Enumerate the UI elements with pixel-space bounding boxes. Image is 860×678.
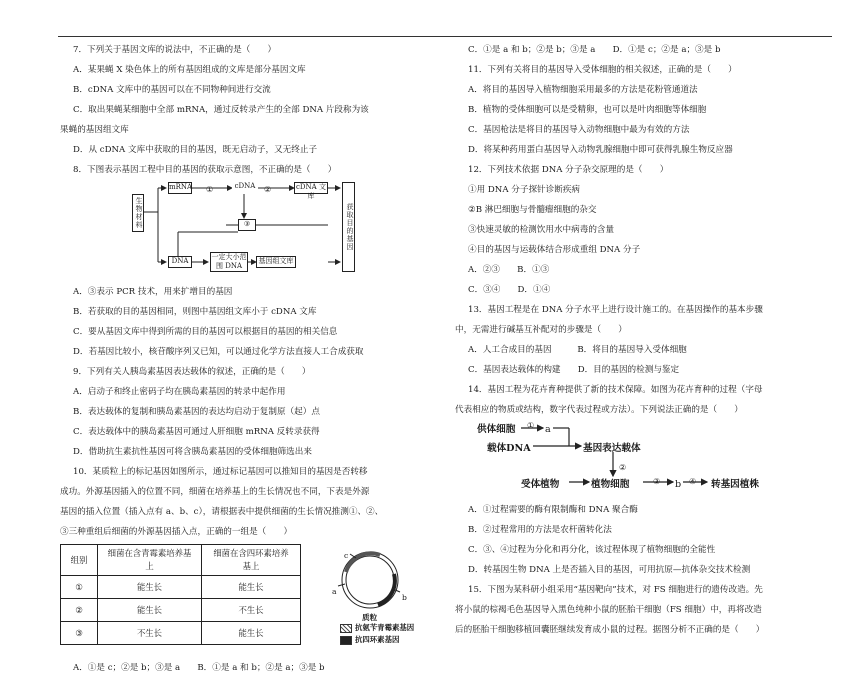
step-3-label: ③ xyxy=(653,477,661,486)
cdna-library-box: cDNA 文库 xyxy=(294,182,328,194)
legend-swatch xyxy=(340,624,352,633)
q9-option-b: B．表达载体的复制和胰岛素基因的表达均启动于复制原（起）点 xyxy=(73,407,320,417)
step-3-box: ③ xyxy=(238,219,256,231)
q14-line-2: 代表相应的物质或结构，数字代表过程或方法）。下列说法正确的是（ ） xyxy=(455,405,743,415)
q13-options-ab: A．人工合成目的基因 B．将目的基因导入受体细胞 xyxy=(468,345,687,355)
plant-cell-label: 植物细胞 xyxy=(591,479,630,490)
step-2-label: ② xyxy=(619,463,627,472)
q15-line-2: 将小鼠的棕褐毛色基因导入黑色纯种小鼠的胚胎干细胞（FS 细胞）中，再将改造 xyxy=(455,605,762,615)
q12-stem: 12．下列技术依据 DNA 分子杂交原理的是（ ） xyxy=(468,165,669,175)
q12-options-cd: C．③④ D．①④ xyxy=(468,285,551,295)
cell-penicillin: 不生长 xyxy=(98,622,202,645)
cell-penicillin: 能生长 xyxy=(98,576,202,599)
genomic-library-box: 基因组文库 xyxy=(256,256,296,268)
q15-line-1: 15．下图为某科研小组采用“基因靶向”技术，对 FS 细胞进行的遗传改造。先 xyxy=(468,585,763,595)
q10-line-1: 10．某质粒上的标记基因如图所示，通过标记基因可以推知目的基因是否转移 xyxy=(73,467,368,477)
header-rule xyxy=(58,36,832,37)
q13-line-2: 中，无需进行碱基互补配对的步骤是（ ） xyxy=(455,325,627,335)
vector-dna-label: 载体DNA xyxy=(487,443,531,454)
cell-tetracycline: 不生长 xyxy=(202,599,301,622)
step-1-label: ① xyxy=(206,185,214,194)
q9-option-d: D．借助抗生素抗性基因可将含胰岛素基因的受体细胞筛选出来 xyxy=(73,447,312,457)
q7-option-c: C．取出果蝇某细胞中全部 mRNA，通过反转录产生的全部 DNA 片段称为该 xyxy=(73,105,369,115)
q14-option-c: C．③、④过程为分化和再分化，该过程体现了植物细胞的全能性 xyxy=(468,545,716,555)
q10-line-3: 基因的插入位置（插入点有 a、b、c），请根据表中提供细菌的生长情况推测①、②、 xyxy=(60,507,384,517)
insert-c-label: c xyxy=(344,551,349,560)
gene-library-diagram xyxy=(128,180,358,282)
legend-ampicillin-text: 抗氨苄青霉素基因 xyxy=(355,623,415,632)
q14-option-d: D．转基因生物 DNA 上是否插入目的基因，可用抗原—抗体杂交技术检测 xyxy=(468,565,751,575)
a-label: a xyxy=(545,424,551,435)
cell-penicillin: 能生长 xyxy=(98,599,202,622)
q8-option-a: A．③表示 PCR 技术，用来扩增目的基因 xyxy=(73,287,233,297)
q12-item-1: ①用 DNA 分子探针诊断疾病 xyxy=(468,185,581,195)
q10-options-ab: A．①是 c；②是 b；③是 a B．①是 a 和 b；②是 a；③是 b xyxy=(73,663,325,673)
q8-option-d: D．若基因比较小，核苷酸序列又已知，可以通过化学方法直接人工合成获取 xyxy=(73,347,364,357)
q7-stem: 7．下列关于基因文库的说法中，不正确的是（ ） xyxy=(73,45,277,55)
mrna-box: mRNA xyxy=(168,182,192,194)
cdna-label: cDNA xyxy=(232,182,258,194)
breeding-process-diagram xyxy=(473,420,793,500)
transgenic-plant-label: 转基因植株 xyxy=(711,479,759,490)
insert-b-label: b xyxy=(402,593,407,602)
q7-option-d: D．从 cDNA 文库中获取的目的基因，既无启动子，又无终止子 xyxy=(73,145,318,155)
growth-table xyxy=(60,544,301,645)
cell-tetracycline: 能生长 xyxy=(202,576,301,599)
table-row xyxy=(61,622,301,645)
legend-ampicillin xyxy=(340,622,414,634)
q14-option-b: B．②过程常用的方法是农杆菌转化法 xyxy=(468,525,612,535)
right-column xyxy=(455,40,835,640)
q10-options-cd: C．①是 a 和 b；②是 b；③是 a D．①是 c；②是 a；③是 b xyxy=(468,45,721,55)
th-penicillin-l1: 细菌在含青霉素培养基 xyxy=(107,548,192,558)
th-penicillin xyxy=(98,545,202,576)
q7-option-b: B．cDNA 文库中的基因可以在不同物种间进行交流 xyxy=(73,85,271,95)
cell-tetracycline: 能生长 xyxy=(202,622,301,645)
q14-line-1: 14．基因工程为花卉育种提供了新的技术保障。如图为花卉育种的过程（字母 xyxy=(468,385,763,395)
legend-tetracycline-text: 抗四环素基因 xyxy=(355,635,400,644)
b-label: b xyxy=(675,479,682,490)
q9-option-c: C．表达载体中的胰岛素基因可通过人肝细胞 mRNA 反转录获得 xyxy=(73,427,320,437)
th-group: 组别 xyxy=(61,545,98,576)
recipient-plant-label: 受体植物 xyxy=(521,479,560,490)
q15-line-3: 后的胚胎干细胞移植回囊胚继续发育成小鼠的过程。据图分析不正确的是（ ） xyxy=(455,625,765,635)
q13-options-cd: C．基因表达载体的构建 D．目的基因的检测与鉴定 xyxy=(468,365,680,375)
step-1-label: ① xyxy=(527,421,535,430)
dna-fragments-box: 一定大小范围 DNA xyxy=(211,253,247,270)
left-column xyxy=(60,40,430,678)
q12-item-3: ③快速灵敏的检测饮用水中病毒的含量 xyxy=(468,225,615,235)
q10-line-4: ③三种重组后细菌的外源基因插入点，正确的一组是（ ） xyxy=(60,527,293,537)
q12-item-2: ②B 淋巴细胞与骨髓瘤细胞的杂交 xyxy=(468,205,597,215)
dna-box: DNA xyxy=(168,256,192,268)
q12-options-ab: A．②③ B．①③ xyxy=(468,265,550,275)
cell-group: ② xyxy=(61,599,98,622)
q8-stem: 8．下图表示基因工程中目的基因的获取示意图，不正确的是（ ） xyxy=(73,165,337,175)
plasmid-label: 质粒 xyxy=(362,613,378,622)
th-tetracycline-l2: 基上 xyxy=(242,561,260,571)
insert-a-label: a xyxy=(332,587,337,596)
q11-option-a: A．将目的基因导入植物细胞采用最多的方法是花粉管通道法 xyxy=(468,85,698,95)
expression-vector-label: 基因表达载体 xyxy=(583,443,641,454)
q11-stem: 11．下列有关将目的基因导入受体细胞的相关叙述，正确的是（ ） xyxy=(468,65,737,75)
source-material-box: 生物材料 xyxy=(132,194,144,232)
q7-option-c-cont: 果蝇的基因组文库 xyxy=(60,125,129,135)
donor-cell-label: 供体细胞 xyxy=(477,424,516,435)
step-2-label: ② xyxy=(264,185,272,194)
q10-line-2: 成功。外源基因插入的位置不同，细菌在培养基上的生长情况也不同，下表是外源 xyxy=(60,487,370,497)
q11-option-c: C．基因枪法是将目的基因导入动物细胞中最为有效的方法 xyxy=(468,125,690,135)
q9-stem: 9．下列有关人胰岛素基因表达载体的叙述，正确的是（ ） xyxy=(73,367,311,377)
q7-option-a: A．某果蝇 X 染色体上的所有基因组成的文库是部分基因文库 xyxy=(73,65,306,75)
th-tetracycline xyxy=(202,545,301,576)
q8-option-c: C．要从基因文库中得到所需的目的基因可以根据目的基因的相关信息 xyxy=(73,327,338,337)
q9-option-a: A．启动子和终止密码子均在胰岛素基因的转录中起作用 xyxy=(73,387,286,397)
q11-option-d: D．将某种药用蛋白基因导入动物乳腺细胞中即可获得乳腺生物反应器 xyxy=(468,145,733,155)
q10-figure xyxy=(60,544,430,656)
th-penicillin-l2: 上 xyxy=(145,561,154,571)
table-row xyxy=(61,576,301,599)
q11-option-b: B．植物的受体细胞可以是受精卵，也可以是叶肉细胞等体细胞 xyxy=(468,105,707,115)
legend-tetracycline xyxy=(340,634,414,646)
th-tetracycline-l1: 细菌在含四环素培养 xyxy=(213,548,289,558)
table-row xyxy=(61,599,301,622)
legend-swatch xyxy=(340,636,352,645)
q13-line-1: 13．基因工程是在 DNA 分子水平上进行设计施工的。在基因操作的基本步骤 xyxy=(468,305,763,315)
step-4-label: ④ xyxy=(689,477,697,486)
plasmid-legend xyxy=(340,622,414,646)
cell-group: ① xyxy=(61,576,98,599)
target-gene-box: 获取目的基因 xyxy=(342,182,355,272)
q12-item-4: ④目的基因与运载体结合形成重组 DNA 分子 xyxy=(468,245,641,255)
q8-option-b: B．若获取的目的基因相同，则图中基因组文库小于 cDNA 文库 xyxy=(73,307,317,317)
q14-option-a: A．①过程需要的酶有限制酶和 DNA 聚合酶 xyxy=(468,505,638,515)
cell-group: ③ xyxy=(61,622,98,645)
